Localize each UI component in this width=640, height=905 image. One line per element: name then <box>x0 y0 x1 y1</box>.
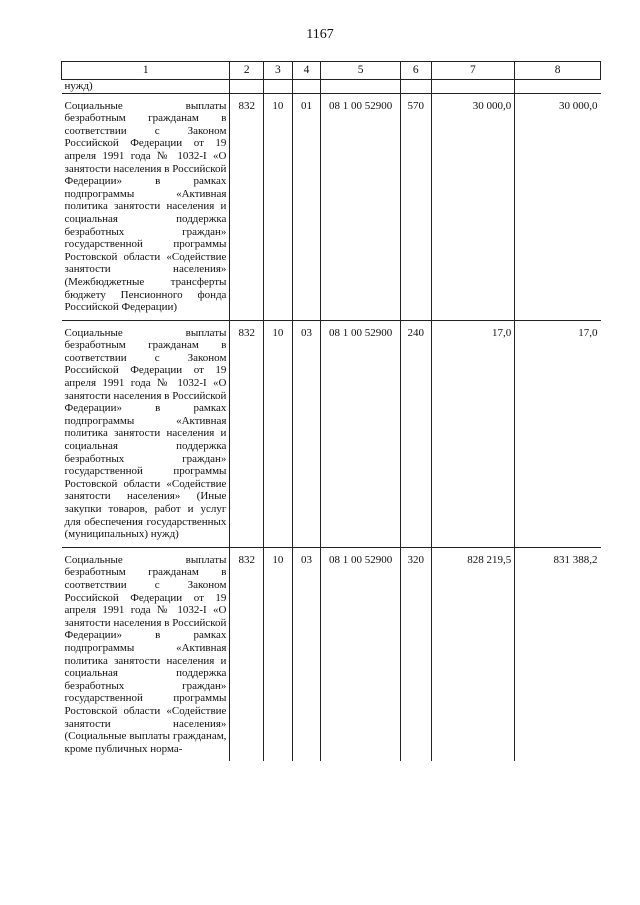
row-amount-year-2: 17,0 <box>515 320 601 547</box>
row-expense-type: 320 <box>400 547 431 761</box>
row-section: 10 <box>264 93 293 320</box>
row-ministry-code: 832 <box>230 93 264 320</box>
continuation-row <box>62 80 601 94</box>
row-ministry-code: 832 <box>230 320 264 547</box>
row-subsection: 03 <box>292 547 321 761</box>
empty-cell <box>515 80 601 94</box>
row-target-article: 08 1 00 52900 <box>321 93 401 320</box>
header-col-1: 1 <box>62 62 230 80</box>
empty-cell <box>321 80 401 94</box>
row-description: Социальные выплаты безработным гражданам в соответствии с Законом Российской Федерации от 19 апреля 1991 года № 1032-I «О занятости населения в Российской Федерации» в рамках подпрограммы «Активная политика занятости населения и социальная поддержка безработных граждан» государственной программы Ростовской области «Содействие занятости населения» (Иные закупки товаров, работ и услуг для обеспечения государственных (муниципальных) нужд) <box>62 320 230 547</box>
header-col-3: 3 <box>264 62 293 80</box>
row-subsection: 01 <box>292 93 321 320</box>
row-description: Социальные выплаты безработным гражданам в соответствии с Законом Российской Федерации от 19 апреля 1991 года № 1032-I «О занятости населения в Российской Федерации» в рамках подпрограммы «Активная политика занятости населения и социальная поддержка безработных граждан» государственной программы Ростовской области «Содействие занятости населения» (Межбюджетные трансферты бюджету Пенсионного фонда Российской Федерации) <box>62 93 230 320</box>
budget-table <box>61 61 601 761</box>
row-amount-year-2: 30 000,0 <box>515 93 601 320</box>
header-col-5: 5 <box>321 62 401 80</box>
header-col-8: 8 <box>515 62 601 80</box>
row-amount-year-1: 17,0 <box>431 320 515 547</box>
row-expense-type: 240 <box>400 320 431 547</box>
row-amount-year-1: 30 000,0 <box>431 93 515 320</box>
row-description: Социальные выплаты безработным гражданам в соответствии с Законом Российской Федерации от 19 апреля 1991 года № 1032-I «О занятости населения в Российской Федерации» в рамках подпрограммы «Активная политика занятости населения и социальная поддержка безработных граждан» государственной программы Ростовской области «Содействие занятости населения» (Социальные выплаты гражданам, кроме публичных норма- <box>64 553 227 755</box>
row-subsection: 03 <box>292 320 321 547</box>
row-target-article: 08 1 00 52900 <box>321 320 401 547</box>
header-col-2: 2 <box>230 62 264 80</box>
header-col-6: 6 <box>400 62 431 80</box>
row-amount-year-1: 828 219,5 <box>431 547 515 761</box>
table-row <box>62 320 601 547</box>
header-col-4: 4 <box>292 62 321 80</box>
row-ministry-code: 832 <box>230 547 264 761</box>
row-amount-year-2: 831 388,2 <box>515 547 601 761</box>
table-header-row <box>62 62 601 80</box>
empty-cell <box>431 80 515 94</box>
empty-cell <box>230 80 264 94</box>
table-row <box>62 547 601 761</box>
page-number: 1167 <box>306 27 334 42</box>
row-section: 10 <box>264 547 293 761</box>
row-expense-type: 570 <box>400 93 431 320</box>
empty-cell <box>400 80 431 94</box>
row-section: 10 <box>264 320 293 547</box>
empty-cell <box>292 80 321 94</box>
header-col-7: 7 <box>431 62 515 80</box>
empty-cell <box>264 80 293 94</box>
row-target-article: 08 1 00 52900 <box>321 547 401 761</box>
table-row <box>62 93 601 320</box>
continuation-text: нужд) <box>62 80 230 94</box>
